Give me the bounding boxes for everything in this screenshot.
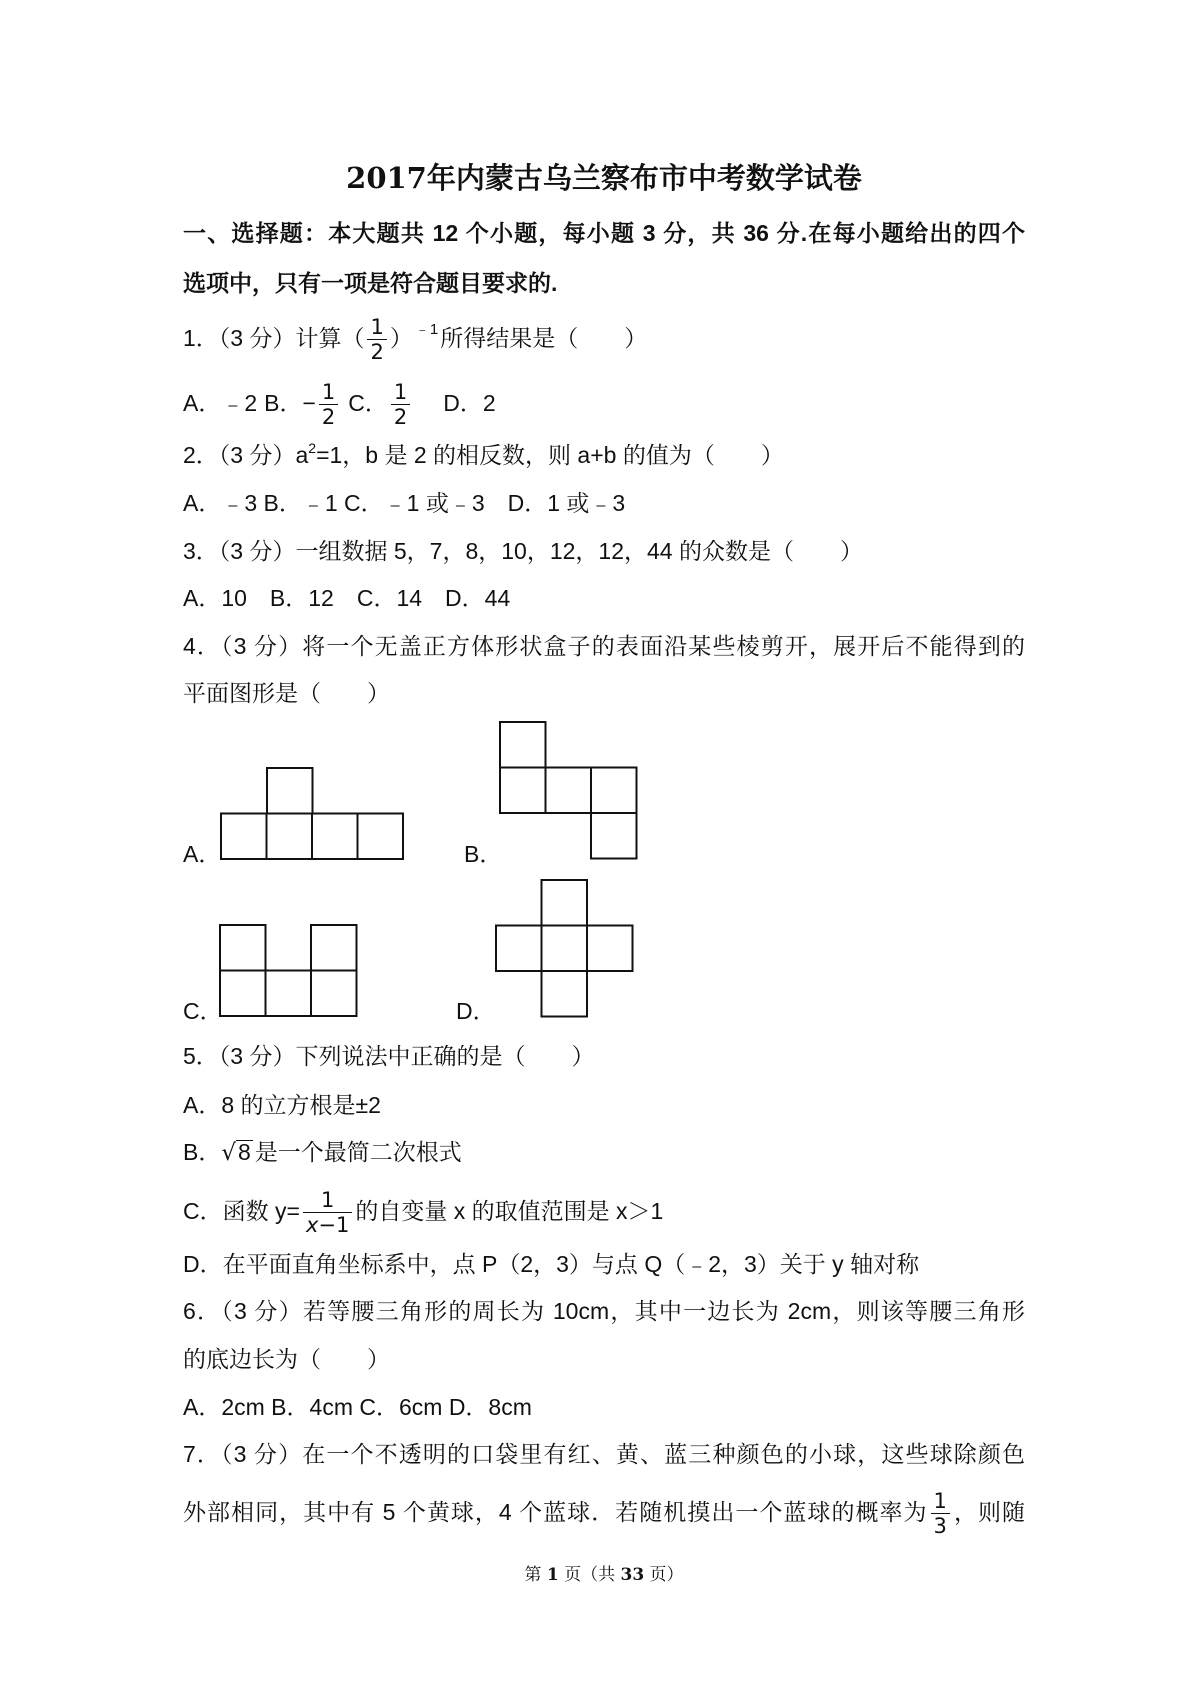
section-instructions-line-2: 选项中，只有一项是符合题目要求的.: [183, 270, 558, 296]
cube-net-b: [498, 720, 639, 861]
exam-title: 2017年内蒙古乌兰察布市中考数学试卷: [346, 161, 862, 195]
square-root-sign: √: [221, 1140, 236, 1166]
net-square: [542, 971, 588, 1017]
footer-prefix: 第: [524, 1565, 547, 1585]
question-3-options: A．10 B．12 C．14 D．44: [183, 585, 511, 611]
question-1-option-c-label: C．: [348, 390, 388, 416]
question-2-stem-text-end: =1，b 是 2 的相反数，则 a+b 的值为（ ）: [316, 442, 784, 468]
fraction-numerator: 1: [931, 1490, 950, 1514]
question-4-option-a-label: A．: [183, 841, 222, 867]
question-1-exponent: ﹣1: [414, 321, 439, 338]
question-1-options: [183, 375, 496, 431]
footer-page-number: 1: [546, 1565, 559, 1585]
question-1-option-b-fraction: [319, 381, 338, 428]
question-2-stem: [183, 440, 784, 470]
question-1-option-b-label: B．: [264, 390, 303, 416]
question-1-stem-text: 1．（3 分）计算（: [183, 325, 365, 351]
net-square: [587, 926, 633, 972]
net-square: [591, 768, 637, 814]
question-7-fraction: [931, 1490, 950, 1537]
question-7-stem-text: 外部相同，其中有 5 个黄球，4 个蓝球．若随机摸出一个蓝球的概率为: [183, 1499, 928, 1525]
question-5-option-c-fraction: [303, 1189, 352, 1236]
net-square: [312, 814, 358, 860]
net-square: [500, 768, 546, 814]
net-square: [220, 925, 266, 971]
question-5-option-b: [183, 1137, 462, 1167]
question-5-option-c-text-end: 的自变量 x 的取值范围是 x＞1: [355, 1198, 664, 1224]
cube-net-d: [494, 878, 635, 1019]
page-footer: [183, 1563, 1025, 1587]
question-1-option-a: A．﹣2: [183, 390, 258, 416]
fraction-denominator: 3: [933, 1514, 947, 1539]
question-1-option-d: D．2: [443, 390, 496, 416]
net-square: [500, 722, 546, 768]
net-square: [358, 814, 404, 860]
question-5-option-c-text: C．函数 y=: [183, 1198, 300, 1224]
square-root-radicand: 8: [238, 1139, 251, 1165]
question-4-option-d-label: D．: [456, 998, 496, 1024]
cube-net-c: [218, 923, 359, 1019]
net-square: [542, 880, 588, 926]
question-2-stem-text: 2．（3 分）a: [183, 442, 309, 468]
question-5-option-b-label: B．: [183, 1139, 222, 1165]
question-5-option-a: A．8 的立方根是±2: [183, 1092, 381, 1118]
net-square: [220, 971, 266, 1017]
cube-net-a: [219, 766, 405, 862]
fraction-numerator: 1: [319, 381, 338, 405]
fraction-denominator: 2: [393, 405, 408, 430]
question-5-option-d: D．在平面直角坐标系中，点 P（2，3）与点 Q（﹣2，3）关于 y 轴对称: [183, 1251, 920, 1277]
question-1-option-c-fraction: [391, 381, 410, 428]
question-1-close-paren: ）: [389, 325, 413, 351]
question-6-options: A．2cm B．4cm C．6cm D．8cm: [183, 1394, 532, 1420]
net-square: [546, 768, 592, 814]
question-1-fraction: [367, 316, 386, 363]
fraction-denominator: 2: [321, 405, 336, 430]
footer-total-pages: 33: [620, 1565, 645, 1585]
fraction-denominator-variable: x: [305, 1213, 319, 1238]
net-square: [311, 925, 357, 971]
question-6-stem-line-2: 的底边长为（ ）: [183, 1346, 390, 1372]
net-square: [496, 926, 542, 972]
question-4-option-c-label: C．: [183, 998, 223, 1024]
question-4-option-b-label: B．: [464, 841, 503, 867]
question-6-stem-line-1: 6．（3 分）若等腰三角形的周长为 10cm，其中一边长为 2cm，则该等腰三角形: [183, 1298, 1025, 1324]
question-5-stem: 5．（3 分）下列说法中正确的是（ ）: [183, 1043, 595, 1069]
fraction-numerator: 1: [391, 381, 410, 405]
net-square: [267, 768, 313, 814]
question-7-stem-line-2: [183, 1484, 1025, 1540]
net-square: [311, 971, 357, 1017]
question-5-option-c: [183, 1183, 663, 1239]
fraction-denominator: 2: [370, 340, 384, 365]
question-1-stem-text-end: 所得结果是（ ）: [440, 325, 648, 351]
net-square: [591, 813, 637, 859]
question-7-stem-text-end: ，则随: [952, 1499, 1025, 1525]
section-instructions-line-1: 一、选择题：本大题共 12 个小题，每小题 3 分，共 36 分.在每小题给出的四个: [183, 220, 1025, 246]
net-square: [266, 971, 312, 1017]
fraction-numerator: 1: [303, 1189, 352, 1213]
net-square: [542, 926, 588, 972]
footer-middle: 页（共: [558, 1565, 621, 1585]
fraction-denominator: [303, 1213, 352, 1236]
question-1-option-b-sign: −: [302, 390, 316, 416]
net-square: [267, 814, 313, 860]
question-5-option-b-text: 是一个最简二次根式: [254, 1139, 462, 1165]
question-2-options: A．﹣3 B．﹣1 C．﹣1 或﹣3 D．1 或﹣3: [183, 490, 626, 516]
question-3-stem: 3．（3 分）一组数据 5，7，8，10，12，12，44 的众数是（ ）: [183, 538, 863, 564]
footer-suffix: 页）: [644, 1565, 684, 1585]
question-1-stem: [183, 310, 647, 366]
question-7-stem-line-1: 7．（3 分）在一个不透明的口袋里有红、黄、蓝三种颜色的小球，这些球除颜色: [183, 1441, 1025, 1467]
net-square: [221, 814, 267, 860]
question-2-exponent: 2: [308, 440, 317, 456]
fraction-denominator-rest: −1: [318, 1213, 350, 1238]
question-4-stem-line-2: 平面图形是（ ）: [183, 680, 390, 706]
fraction-numerator: 1: [367, 316, 386, 340]
question-4-stem-line-1: 4．（3 分）将一个无盖正方体形状盒子的表面沿某些棱剪开，展开后不能得到的: [183, 633, 1025, 659]
